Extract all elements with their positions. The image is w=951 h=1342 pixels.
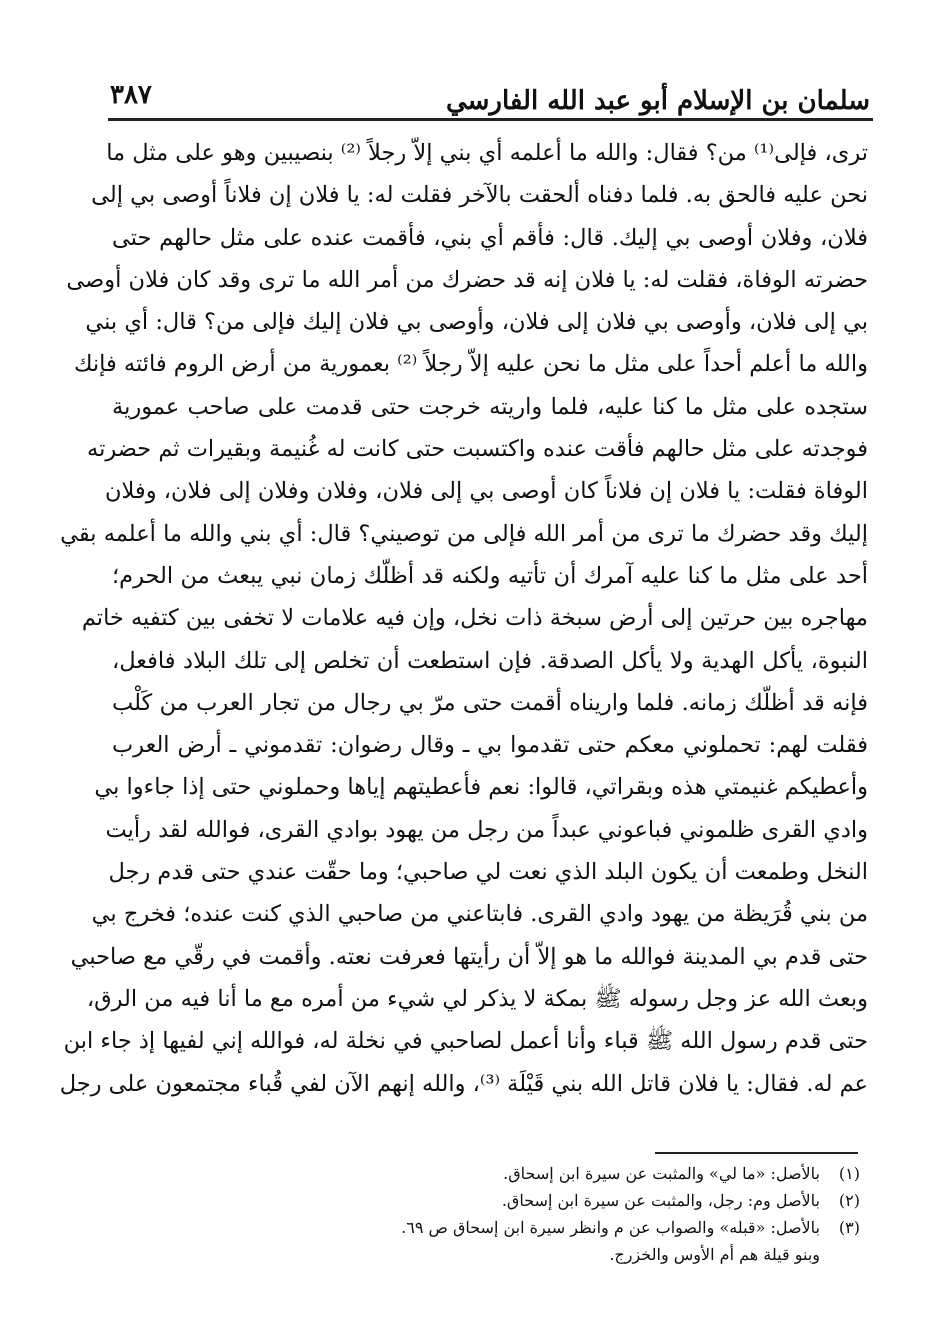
footnote-number: (٣) <box>838 1218 860 1237</box>
text-line: النخل وطمعت أن يكون البلد الذي نعت لي صاحبي؛ وما حقّت عندي حتى قدم رجل <box>108 859 868 886</box>
footnote <box>300 1187 860 1214</box>
text-line: فوجدته على مثل حالهم فأقت عنده واكتسبت حتى كانت له غُنيمة وبقيرات ثم حضرته <box>87 436 868 463</box>
footnotes <box>300 1160 860 1268</box>
footnote-separator <box>655 1152 858 1154</box>
footnote-number: (١) <box>838 1164 860 1183</box>
footnote <box>300 1214 860 1241</box>
footnote <box>300 1241 860 1268</box>
text-line: من بني قُرَيظة من يهود وادي القرى. فابتاعني من صاحبي الذي كنت عنده؛ فخرج بي <box>91 901 868 928</box>
footnote <box>300 1160 860 1187</box>
footnote-text: بالأصل: «ما لي» والمثبت عن سيرة ابن إسحاق. <box>503 1164 820 1183</box>
text-line: ستجده على مثل ما كنا عليه، فلما واريته خرجت حتى قدمت على صاحب عمورية <box>112 393 868 420</box>
text-line: حتى قدم رسول الله ﷺ قباء وأنا أعمل لصاحبي في نخلة له، فوالله إني لفيها إذ جاء ابن <box>63 1028 868 1055</box>
text-line: نحن عليه فالحق به. فلما دفناه ألحقت بالآخر فقلت له: يا فلان إن فلاناً أوصى بي إلى <box>91 182 868 209</box>
text-line: وبعث الله عز وجل رسوله ﷺ بمكة لا يذكر لي شيء من أمره مع ما أنا فيه من الرق، <box>86 985 868 1012</box>
text-line: إليك وقد حضرك ما ترى من أمر الله فإلى من توصيني؟ قال: أي بني والله ما أعلمه بقي <box>60 520 868 547</box>
footnote-text: وبنو قيلة هم أم الأوس والخزرج. <box>609 1245 820 1264</box>
running-title: سلمان بن الإسلام أبو عبد الله الفارسي <box>445 86 870 116</box>
text-line: ترى، فإلى⁽¹⁾ من؟ فقال: والله ما أعلمه أي بني إلاّ رجلاً ⁽²⁾ بنصيبين وهو على مثل ما <box>106 140 868 166</box>
page-number: ٣٨٧ <box>110 80 152 110</box>
text-line: النبوة، يأكل الهدية ولا يأكل الصدقة. فإن استطعت أن تخلص إلى تلك البلاد فافعل، <box>112 647 868 674</box>
text-line: فقلت لهم: تحملوني معكم حتى تقدموا بي ـ وقال رضوان: تقدموني ـ أرض العرب <box>112 732 868 759</box>
text-line: مهاجره بين حرتين إلى أرض سبخة ذات نخل، وإن فيه علامات لا تخفى بين كتفيه خاتم <box>81 605 868 632</box>
text-line: فإنه قد أظلّك زمانه. فلما واريناه أقمت حتى مرّ بي رجال من تجار العرب من كَلْب <box>112 689 869 716</box>
text-line: بي إلى فلان، وأوصى بي فلان إلى فلان، وأوصى بي فلان إليك فإلى من؟ قال: أي بني <box>85 309 868 336</box>
text-line: فلان، وفلان أوصى بي إليك. قال: فأقم أي بني، فأقمت عنده على مثل حالهم حتى <box>112 224 868 251</box>
text-line: أحد على مثل ما كنا عليه آمرك أن تأتيه ولكنه قد أظلّك زمان نبي يبعث من الحرم؛ <box>112 562 868 589</box>
body-text <box>59 132 869 1105</box>
text-line: حضرته الوفاة، فقلت له: يا فلان إنه قد حضرك من أمر الله ما ترى وقد كان فلان أوصى <box>66 266 868 293</box>
text-line: والله ما أعلم أحداً على مثل ما نحن عليه إلاّ رجلاً ⁽²⁾ بعمورية من أرض الروم فائته فإنك <box>73 351 868 378</box>
header-rule <box>108 118 873 121</box>
footnote-text: بالأصل: «قبله» والصواب عن م وانظر سيرة ابن إسحاق ص ٦٩. <box>401 1218 820 1237</box>
text-line: وأعطيكم غنيمتي هذه وبقراتي، قالوا: نعم فأعطيتهم إياها وحملوني حتى إذا جاءوا بي <box>94 774 868 801</box>
footnote-number: (٢) <box>838 1191 860 1210</box>
text-line: وادي القرى ظلموني فباعوني عبداً من رجل من يهود بوادي القرى، فوالله لقد رأيت <box>105 816 868 843</box>
text-line: عم له. فقال: يا فلان قاتل الله بني قَيْلَة ⁽³⁾، والله إنهم الآن لفي قُباء مجتمعون على رجل <box>59 1070 868 1097</box>
footnote-text: بالأصل وم: رجل، والمثبت عن سيرة ابن إسحاق. <box>501 1191 820 1210</box>
text-line: الوفاة فقلت: يا فلان إن فلاناً كان أوصى بي إلى فلان، وفلان وفلان إلى فلان، وفلان <box>104 478 868 505</box>
text-line: حتى قدم بي المدينة فوالله ما هو إلاّ أن رأيتها فعرفت نعته. وأقمت في رقّي مع صاحبي <box>70 943 868 970</box>
page-header <box>110 62 870 116</box>
